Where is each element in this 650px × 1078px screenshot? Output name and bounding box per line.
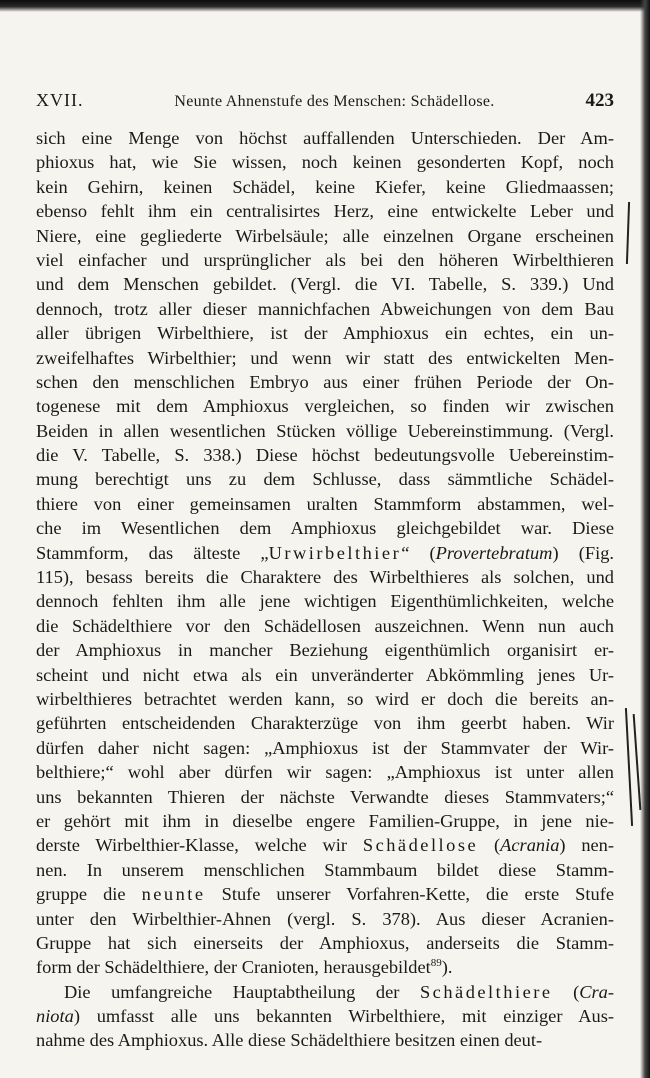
text-line: belthiere;“ wohl aber dürfen wir sagen: „Amphioxus ist unter allen [36, 762, 614, 783]
text-run: ) (Fig. [552, 542, 614, 563]
text-run: gruppe die [36, 884, 142, 905]
text-line: die Schädelthiere vor den Schädellosen auszeichnen. Wenn nun auch [36, 615, 614, 636]
margin-pencil-mark [626, 202, 630, 264]
text-run: Acrania [500, 835, 560, 856]
text-line: scheint und nicht etwa als ein unveränderter Abkömmling jenes Ur- [36, 664, 614, 685]
chapter-number: XVII. [36, 90, 84, 110]
text-line [36, 1004, 614, 1028]
text-line: unter den Wirbelthier-Ahnen (vergl. S. 378). Aus dieser Acranien- [36, 908, 614, 929]
text-line [36, 955, 614, 979]
text-line [36, 541, 614, 565]
page-number: 423 [585, 90, 614, 111]
body-text [36, 126, 614, 1053]
text-run: ) nen- [559, 835, 614, 856]
text-line: uns bekannten Thieren der nächste Verwandte dieses Stammvaters;“ [36, 786, 614, 807]
margin-pencil-mark [625, 708, 633, 826]
text-line: dennoch fehlten ihm alle jene wichtigen Eigenthümlichkeiten, welche [36, 591, 614, 612]
text-line: nen. In unserem menschlichen Stammbaum bildet diese Stamm- [36, 859, 614, 880]
text-run: Stammform, das älteste „ [36, 542, 269, 563]
text-line: sich eine Menge von höchst auffallenden Unterschieden. Der Am- [36, 128, 614, 148]
text-run: ) umfasst alle uns bekannten Wirbelthiere, mit einziger Aus- [73, 1006, 614, 1027]
text-line: aller übrigen Wirbelthiere, ist der Amphioxus ein echtes, ein un- [36, 323, 614, 344]
text-run: “ ( [401, 542, 436, 563]
text-run: derste Wirbelthier-Klasse, welche wir [36, 835, 363, 856]
text-line: schen den menschlichen Embryo aus einer frühen Periode der On- [36, 371, 614, 392]
text-line: Gruppe hat sich einerseits der Amphioxus, anderseits die Stamm- [36, 932, 614, 953]
text-line: die V. Tabelle, S. 338.) Diese höchst bedeutungsvolle Uebereinstim- [36, 445, 614, 466]
running-title: Neunte Ahnenstufe des Menschen: Schädellose. [174, 93, 495, 110]
text-line: Beiden in allen wesentlichen Stücken völlige Uebereinstimmung. (Vergl. [36, 420, 614, 441]
text-line: phioxus hat, wie Sie wissen, noch keinen gesonderten Kopf, noch [36, 152, 614, 173]
text-run: ). [441, 957, 453, 978]
text-run: Provertebratum [435, 542, 553, 563]
text-line: dennoch, trotz aller dieser mannichfachen Abweichungen von dem Bau [36, 298, 614, 319]
text-line: viel einfacher und ursprünglicher als bei den höheren Wirbelthieren [36, 249, 614, 270]
text-line: togenese mit dem Amphioxus vergleichen, so finden wir zwischen [36, 396, 614, 417]
text-line: thiere von einer gemeinsamen uralten Stammform abstammen, wel- [36, 493, 614, 514]
text-line: zweifelhaftes Wirbelthier; und wenn wir statt des entwickelten Men- [36, 347, 614, 368]
text-line: che im Wesentlichen dem Amphioxus gleichgebildet war. Diese [36, 518, 614, 539]
text-line [36, 833, 614, 857]
text-run: Cra- [579, 981, 614, 1002]
text-run: niota [36, 1006, 74, 1027]
text-line: Niere, eine gegliederte Wirbelsäule; alle einzelnen Organe erscheinen [36, 225, 614, 246]
text-line: nahme des Amphioxus. Alle diese Schädelthiere besitzen einen deut- [36, 1030, 543, 1051]
text-run: Stufe unserer Vorfahren-Kette, die erste Stufe [205, 884, 614, 905]
text-line: er gehört mit ihm in dieselbe engere Familien-Gruppe, in jene nie- [36, 810, 614, 831]
text-line: kein Gehirn, keinen Schädel, keine Kiefer, keine Gliedmaassen; [36, 176, 614, 197]
text-run: 89 [430, 957, 442, 970]
text-run: Schädellose [362, 835, 479, 856]
text-line: mung berechtigt uns zu dem Schlusse, dass sämmtliche Schädel- [36, 469, 614, 490]
text-line: geführten entscheidenden Charakterzüge von ihm geerbt haben. Wir [36, 713, 614, 734]
text-run: form der Schädelthiere, der Cranioten, herausgebildet [36, 957, 431, 978]
text-line: wirbelthieres betrachtet werden kann, so wird er doch die bereits an- [36, 688, 614, 709]
scan-top-edge [0, 0, 650, 12]
text-run: ( [552, 981, 580, 1002]
text-line: der Amphioxus in mancher Beziehung eigenthümlich organisirt er- [36, 640, 614, 661]
scan-right-edge [640, 0, 650, 1078]
text-line [36, 980, 614, 1004]
text-line: ebenso fehlt ihm ein centralisirtes Herz, eine entwickelte Leber und [36, 201, 614, 222]
text-run: Urwirbelthier [268, 542, 402, 563]
text-run: ( [478, 835, 501, 856]
page-header [36, 90, 614, 114]
text-run: Schädelthiere [419, 981, 553, 1002]
text-line: und dem Menschen gebildet. (Vergl. die VI. Tabelle, S. 339.) Und [36, 274, 614, 295]
text-line: dürfen daher nicht sagen: „Amphioxus ist der Stammvater der Wir- [36, 737, 614, 758]
text-run: Die umfangreiche Hauptabtheilung der [64, 981, 420, 1002]
text-line: 115), besass bereits die Charaktere des Wirbelthieres als solchen, und [36, 567, 614, 588]
text-line [36, 882, 614, 906]
text-run: neunte [141, 884, 206, 905]
